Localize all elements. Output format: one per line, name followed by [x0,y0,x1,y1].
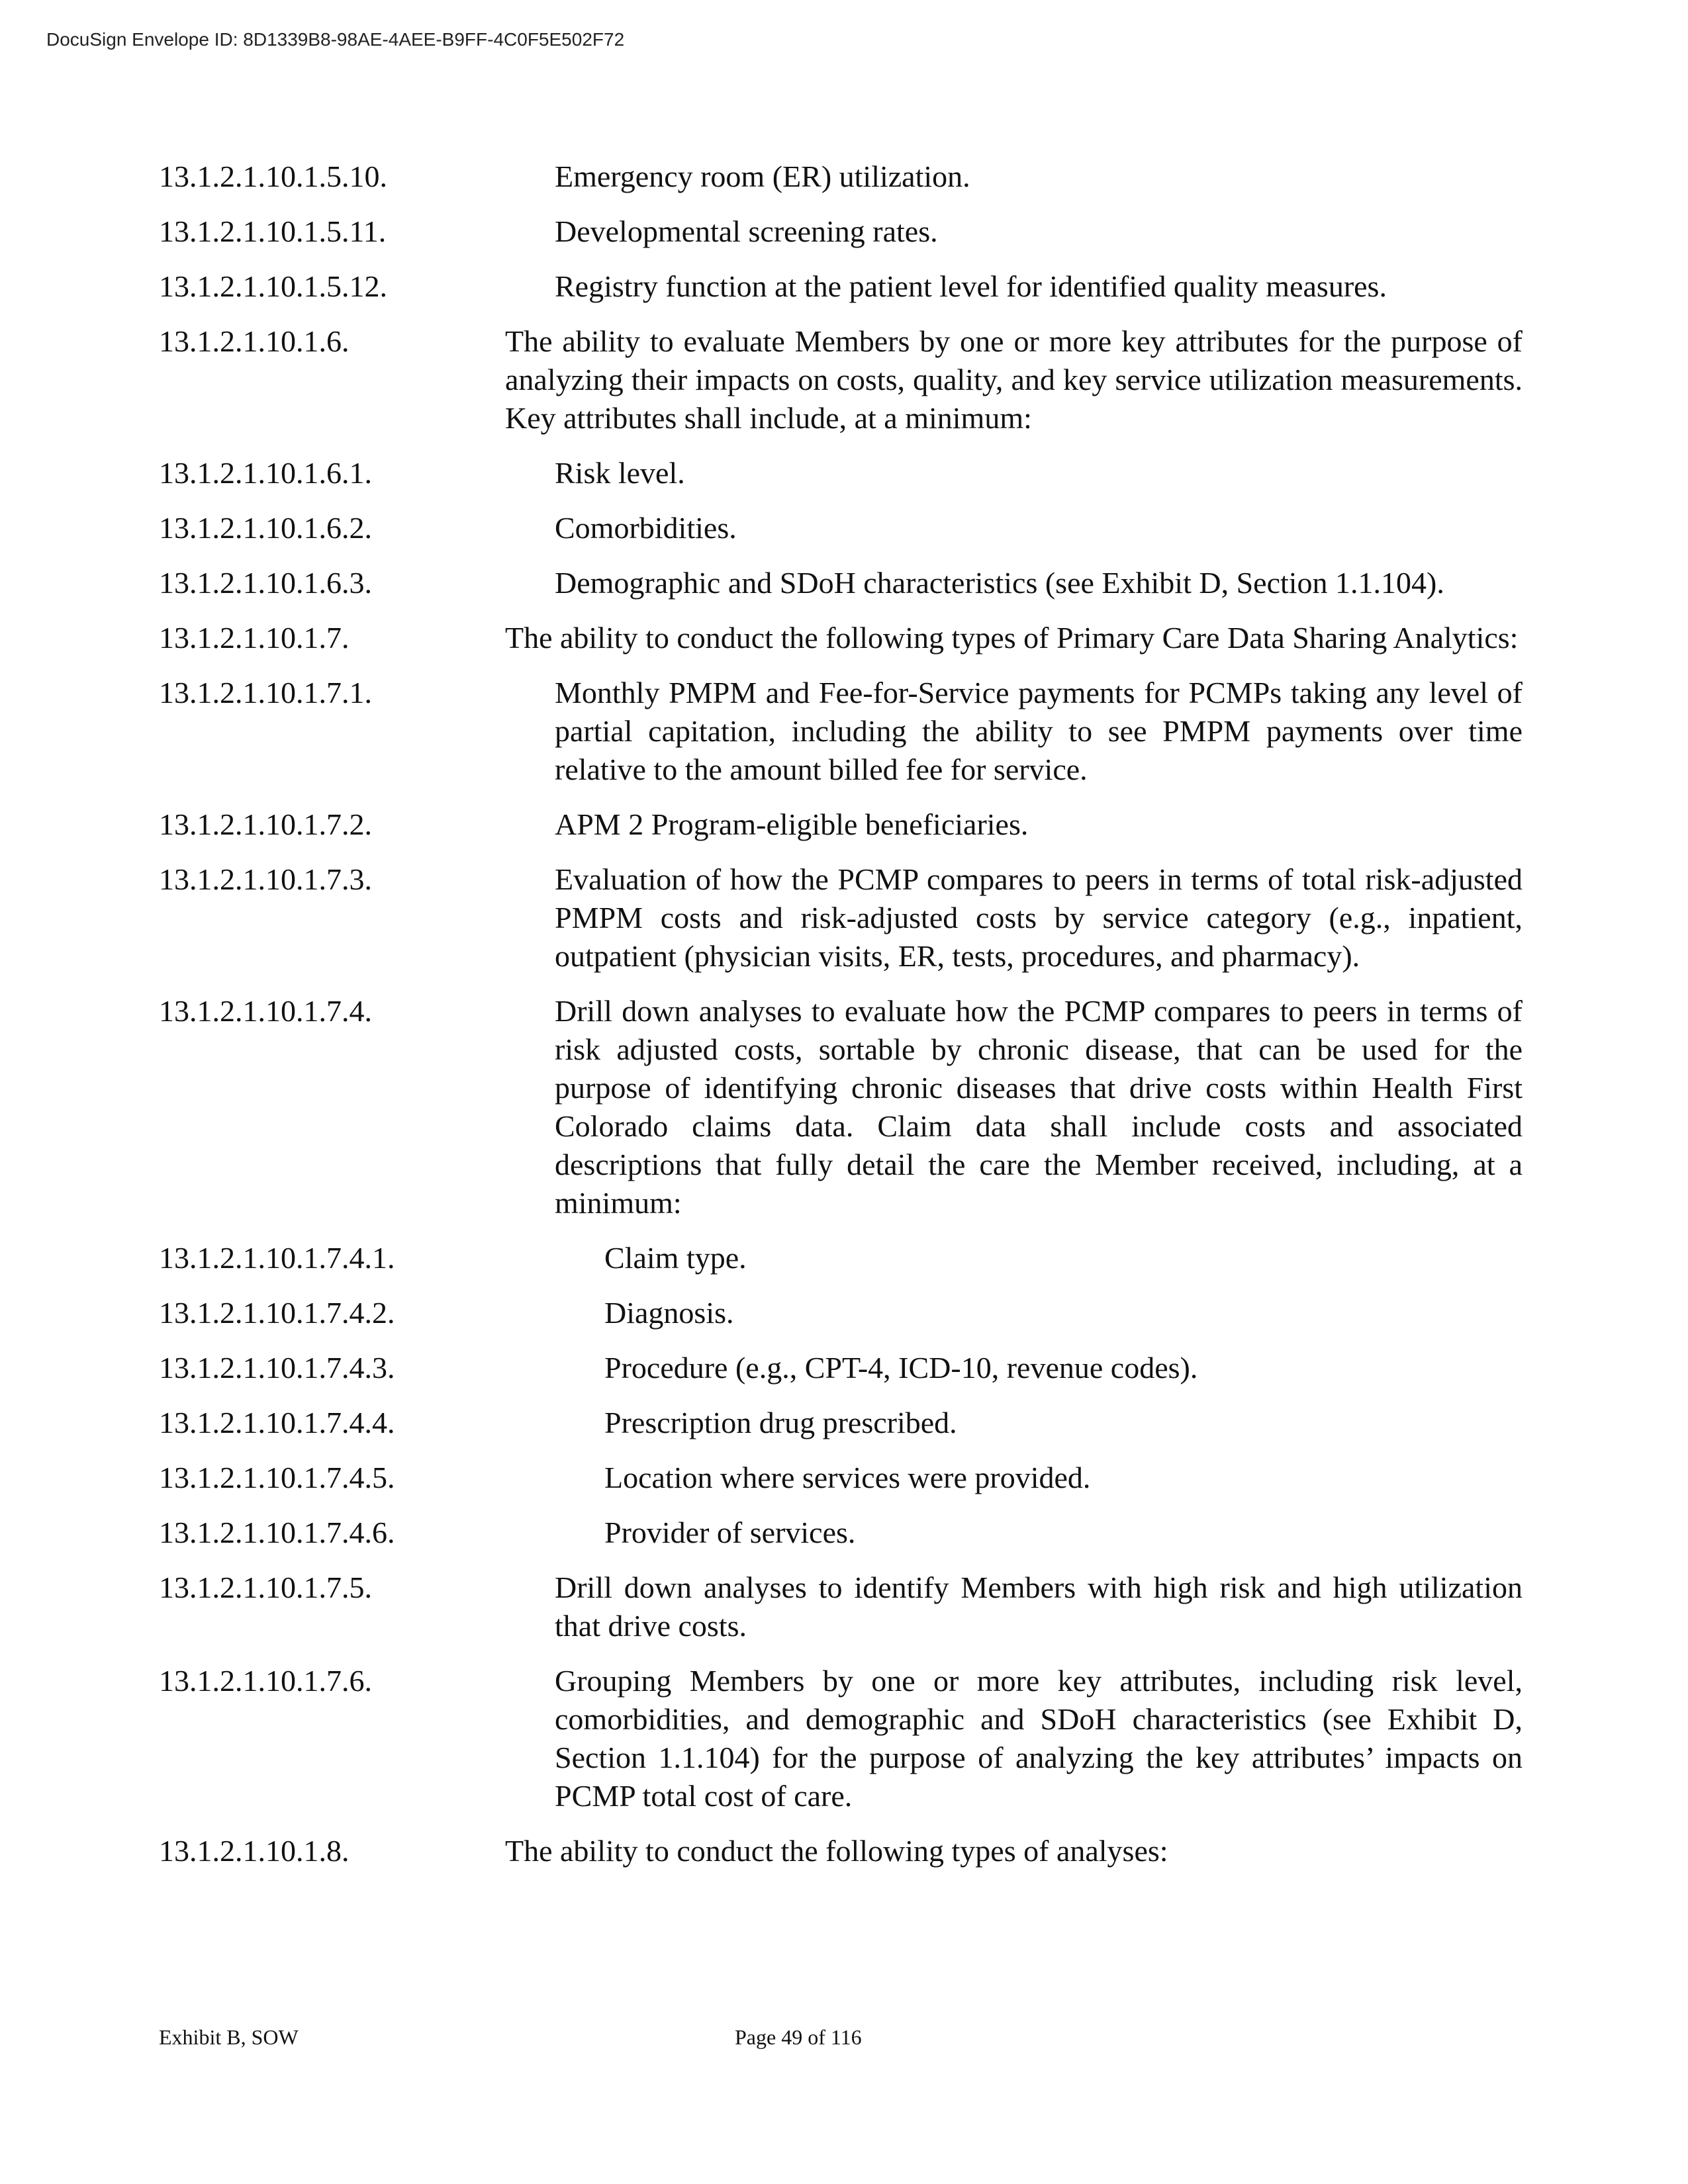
section-number: 13.1.2.1.10.1.7.2. [159,807,372,841]
section-text: Diagnosis. [604,1296,734,1330]
section-text: Monthly PMPM and Fee-for-Service payments for PCMPs taking any level of partial capitation, including the ability to see PMPM payments over time relative to the amount billed fee for service. [555,676,1523,786]
section-text: Provider of services. [604,1516,856,1549]
document-body [159,158,1523,1887]
section-text: Registry function at the patient level for identified quality measures. [555,269,1387,303]
section-text: Comorbidities. [555,511,737,545]
list-item [159,992,1523,1222]
section-number: 13.1.2.1.10.1.7.5. [159,1570,372,1604]
list-item [159,1239,1523,1277]
section-number: 13.1.2.1.10.1.7.4.1. [159,1241,395,1275]
section-number: 13.1.2.1.10.1.7.4.2. [159,1296,395,1330]
section-number: 13.1.2.1.10.1.6. [159,324,350,358]
section-number: 13.1.2.1.10.1.5.12. [159,269,387,303]
section-number: 13.1.2.1.10.1.7.1. [159,676,372,709]
section-text: Demographic and SDoH characteristics (see Exhibit D, Section 1.1.104). [555,566,1444,600]
section-number: 13.1.2.1.10.1.7.4.3. [159,1351,395,1385]
section-number: 13.1.2.1.10.1.8. [159,1834,350,1868]
list-item [159,158,1523,196]
list-item [159,1514,1523,1552]
list-item [159,674,1523,789]
section-number: 13.1.2.1.10.1.7.4.4. [159,1406,395,1439]
section-number: 13.1.2.1.10.1.7.3. [159,862,372,896]
list-item [159,1404,1523,1442]
section-text: The ability to conduct the following types of analyses: [505,1834,1168,1868]
list-item [159,322,1523,437]
section-text: Drill down analyses to evaluate how the PCMP compares to peers in terms of risk adjusted costs, sortable by chronic disease, that can be used for the purpose of identifying chronic diseases that drive costs within Health First Colorado claims data. Claim data shall include costs and associated descriptions that fully detail the care the Member received, including, at a minimum: [555,994,1523,1220]
section-text: The ability to conduct the following types of Primary Care Data Sharing Analytics: [505,621,1519,655]
section-number: 13.1.2.1.10.1.7.4.5. [159,1461,395,1494]
list-item [159,1569,1523,1645]
section-number: 13.1.2.1.10.1.5.10. [159,159,387,193]
list-item [159,1662,1523,1815]
list-item [159,1294,1523,1332]
section-text: APM 2 Program-eligible beneficiaries. [555,807,1029,841]
section-text: Risk level. [555,456,685,490]
section-number: 13.1.2.1.10.1.7.4.6. [159,1516,395,1549]
docusign-envelope-id: DocuSign Envelope ID: 8D1339B8-98AE-4AEE-B9FF-4C0F5E502F72 [46,29,625,50]
list-item [159,564,1523,602]
section-number: 13.1.2.1.10.1.7.4. [159,994,372,1028]
list-item [159,1832,1523,1870]
section-number: 13.1.2.1.10.1.5.11. [159,214,387,248]
footer-page-number: Page 49 of 116 [735,2025,862,2049]
list-item [159,1459,1523,1497]
section-text: Procedure (e.g., CPT-4, ICD-10, revenue codes). [604,1351,1198,1385]
section-text: Grouping Members by one or more key attributes, including risk level, comorbidities, and demographic and SDoH characteristics (see Exhibit D, Section 1.1.104) for the purpose of analyzing the key attributes’ impacts on PCMP total cost of care. [555,1664,1523,1813]
section-number: 13.1.2.1.10.1.6.3. [159,566,372,600]
list-item [159,1349,1523,1387]
section-text: Evaluation of how the PCMP compares to peers in terms of total risk-adjusted PMPM costs and risk-adjusted costs by service category (e.g., inpatient, outpatient (physician visits, ER, tests, procedures, and pharmacy). [555,862,1523,973]
list-item [159,805,1523,844]
list-item [159,860,1523,976]
list-item [159,267,1523,306]
section-number: 13.1.2.1.10.1.7. [159,621,350,655]
section-number: 13.1.2.1.10.1.6.1. [159,456,372,490]
section-number: 13.1.2.1.10.1.7.6. [159,1664,372,1698]
list-item [159,212,1523,251]
list-item [159,619,1523,657]
section-text: The ability to evaluate Members by one or more key attributes for the purpose of analyzing their impacts on costs, quality, and key service utilization measurements. Key attributes shall include, at a minimum: [505,324,1523,435]
section-text: Location where services were provided. [604,1461,1091,1494]
section-text: Drill down analyses to identify Members with high risk and high utilization that drive costs. [555,1570,1523,1643]
footer-exhibit-label: Exhibit B, SOW [159,2025,299,2049]
section-number: 13.1.2.1.10.1.6.2. [159,511,372,545]
section-text: Developmental screening rates. [555,214,938,248]
list-item [159,454,1523,492]
section-text: Emergency room (ER) utilization. [555,159,970,193]
list-item [159,509,1523,547]
section-text: Prescription drug prescribed. [604,1406,957,1439]
section-text: Claim type. [604,1241,747,1275]
